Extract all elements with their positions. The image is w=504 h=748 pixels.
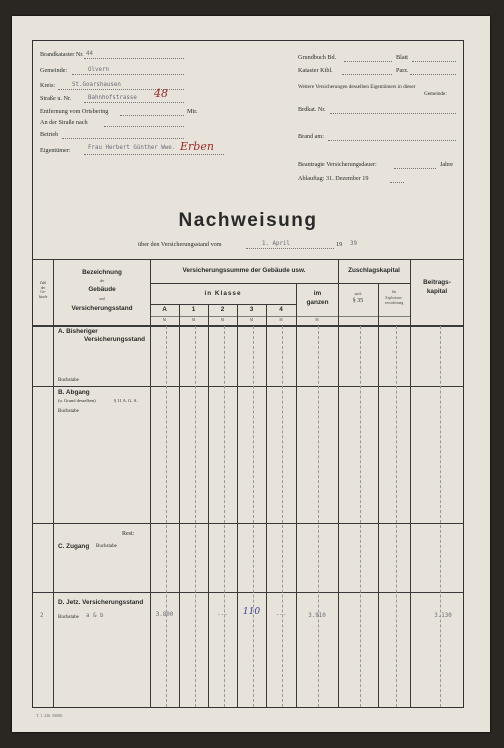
unit-2: M — [220, 318, 225, 322]
parz-line — [410, 74, 456, 75]
zahl-header-2: der — [40, 285, 46, 290]
subcol-1 — [195, 326, 196, 707]
col-line-bezeichnung — [150, 259, 151, 707]
table-top-line — [33, 259, 463, 260]
row-d-class-a: 3.800 — [155, 612, 174, 618]
unit-a: M — [162, 318, 167, 322]
subcol-4 — [282, 326, 283, 707]
col-line-1 — [208, 304, 209, 707]
kreis-value: St.Goarshausen — [72, 82, 121, 88]
subtitle-date-line — [246, 248, 334, 249]
eigentuemer-label: Eigentümer: — [40, 147, 71, 154]
class-2-header: 2 — [220, 306, 225, 313]
brdkat-label: Brdkat. Nr. — [298, 106, 326, 113]
zahl-header-1: Zahl — [39, 281, 47, 285]
col-line-a — [179, 304, 180, 707]
entfernung-unit: Mtr. — [187, 108, 198, 115]
ablauftag-label: Ablauftag: 31. Dezember 19 — [298, 175, 369, 182]
kreis-label: Kreis: — [40, 82, 56, 89]
beantragte-line — [394, 168, 436, 169]
betrieb-line — [62, 138, 184, 139]
zahl-header — [34, 281, 52, 299]
subcol-3 — [253, 326, 254, 707]
row-d-zahl: 2 — [40, 613, 44, 619]
brandkataster-value: 44 — [86, 51, 93, 57]
beantragte-label: Beantragte Versicherungsdauer: — [298, 161, 377, 168]
fuer-header-2: Explosions- — [385, 296, 403, 300]
strasse-value: Bahnhofstrasse — [88, 95, 137, 101]
section-d-letters: a & b — [86, 613, 104, 619]
weitere-gemeinde-label: Gemeinde: — [424, 91, 447, 97]
subtitle-year-prefix: 19 — [336, 241, 343, 248]
section-c-bottom-line — [33, 592, 463, 593]
kataster-line — [342, 74, 392, 75]
section-c-title: C. Zugang — [58, 543, 90, 550]
fuer-header-1: für — [391, 290, 397, 294]
brand-am-line — [328, 140, 456, 141]
bezeichnung-header-5: Versicherungsstand — [71, 305, 133, 312]
strasse-label: Straße u. Nr. — [40, 95, 72, 102]
row-d-class-1: --- — [217, 612, 228, 618]
row-d-beitrag: 3.130 — [434, 613, 452, 619]
subcol-fuer — [396, 326, 397, 707]
eigentuemer-value: Frau Herbert Günther Wwe. — [88, 145, 176, 151]
an-der-strasse-line — [104, 126, 184, 127]
bezeichnung-header-4: und — [99, 297, 105, 301]
unit-row-line — [150, 316, 410, 317]
versicherungssumme-header: Versicherungssumme der Gebäude usw. — [182, 267, 306, 274]
an-der-strasse-label: An der Straße nach — [40, 119, 88, 126]
entfernung-line — [120, 115, 184, 116]
col-line-4 — [296, 283, 297, 707]
brandkataster-label: Brandkataster Nr. — [40, 51, 84, 58]
fuer-header-3: versicherung — [384, 301, 404, 305]
section-a-title-1: A. Bisheriger — [58, 328, 98, 335]
section-b-ref: § 11 A. G. A. — [114, 398, 138, 403]
class-1-header: 1 — [191, 306, 196, 313]
subcol-2 — [224, 326, 225, 707]
subtitle-date: 1. April — [262, 241, 290, 247]
section-a-bottom-line — [33, 386, 463, 387]
weitere-label: Weitere Versicherungen desselben Eigentümers in dieser — [298, 84, 416, 90]
im-ganzen-header-1: im — [313, 290, 322, 297]
beitrag-header-1: Beitrags- — [423, 279, 451, 286]
parz-label: Parz. — [396, 67, 409, 74]
row-d-im-ganzen: 3.910 — [308, 613, 326, 619]
unit-4: M — [279, 318, 283, 322]
section-b-rest: Rest: — [122, 531, 135, 537]
section-c-buchstabe: Buchstabe — [96, 544, 117, 549]
betrieb-label: Betrieb — [40, 131, 59, 138]
subcol-a — [166, 326, 167, 707]
bezeichnung-header-3: Gebäude — [88, 286, 116, 293]
strasse-number: 48 — [154, 87, 168, 100]
bezeichnung-header-1: Bezeichnung — [82, 269, 122, 276]
subcol-paragraph — [360, 326, 361, 707]
class-3-header: 3 — [249, 306, 254, 313]
blatt-line — [412, 61, 456, 62]
gemeinde-line — [72, 74, 184, 75]
zuschlag-header-line — [338, 283, 410, 284]
zahl-header-4: bäude — [38, 294, 48, 299]
brand-am-label: Brand am: — [298, 133, 324, 140]
col-line-zuschlag — [410, 259, 411, 707]
col-line-3 — [266, 304, 267, 707]
subtitle-prefix: über den Versicherungsstand vom — [138, 241, 222, 248]
row-d-class-3: --- — [275, 612, 287, 618]
nach-header: nach — [354, 292, 362, 296]
subtitle-year: 39 — [350, 241, 357, 247]
subcol-beitrag — [440, 326, 441, 707]
eigentuemer-line — [84, 154, 224, 155]
kataster-label: Kataster Ktbl. — [298, 67, 333, 74]
zahl-header-3: Ge- — [40, 290, 46, 294]
row-d-class-2: 110 — [242, 607, 261, 617]
section-d-buchstabe: Buchstabe — [58, 615, 79, 620]
grundbuch-line — [344, 61, 392, 62]
col-line-zahl — [53, 259, 54, 707]
bezeichnung-header-2: der — [99, 279, 105, 283]
strasse-line — [84, 102, 184, 103]
subcol-im-ganzen — [318, 326, 319, 707]
im-ganzen-header-2: ganzen — [306, 299, 329, 306]
ablauftag-line — [390, 182, 404, 183]
section-b-title: B. Abgang — [58, 389, 90, 396]
brandkataster-line — [84, 58, 184, 59]
grundbuch-label: Grundbuch Bd. — [298, 54, 337, 61]
beitrag-header-2: kapital — [426, 288, 448, 295]
col-line-2 — [237, 304, 238, 707]
gemeinde-label: Gemeinde: — [40, 67, 68, 74]
class-4-header: 4 — [279, 306, 283, 313]
blatt-label: Blatt — [396, 54, 409, 61]
class-a-header: A — [162, 306, 167, 313]
section-b-buchstabe: Buchstabe — [58, 409, 79, 414]
gemeinde-value: Olvern — [88, 67, 109, 73]
entfernung-label: Entfernung vom Ortsbering — [40, 108, 109, 115]
unit-im-ganzen: M — [315, 318, 319, 322]
section-d-title: D. Jetz. Versicherungsstand — [58, 599, 144, 606]
section-b-bottom-line — [33, 523, 463, 524]
section-b-sub: (u. Grund desselben) — [58, 398, 96, 403]
jahre-label: Jahre — [440, 161, 454, 168]
zuschlag-header: Zuschlagskapital — [348, 267, 400, 274]
section-a-title-2: Versicherungsstand — [84, 336, 146, 343]
unit-1: M — [191, 318, 196, 322]
col-line-im-ganzen — [338, 259, 339, 707]
paragraph-header: § 35 — [352, 298, 364, 304]
class-header-line — [150, 283, 338, 284]
eigentuemer-handwritten: Erben — [180, 140, 214, 153]
section-a-buchstabe: Buchstabe — [58, 378, 79, 383]
unit-3: M — [249, 318, 254, 322]
in-klasse-header: in Klasse — [204, 290, 242, 297]
col-line-paragraph — [378, 283, 379, 707]
brdkat-line — [330, 113, 456, 114]
page-title: Nachweisung — [178, 210, 318, 231]
footer-print-code: T. 1. 236. 50000. — [36, 713, 64, 718]
